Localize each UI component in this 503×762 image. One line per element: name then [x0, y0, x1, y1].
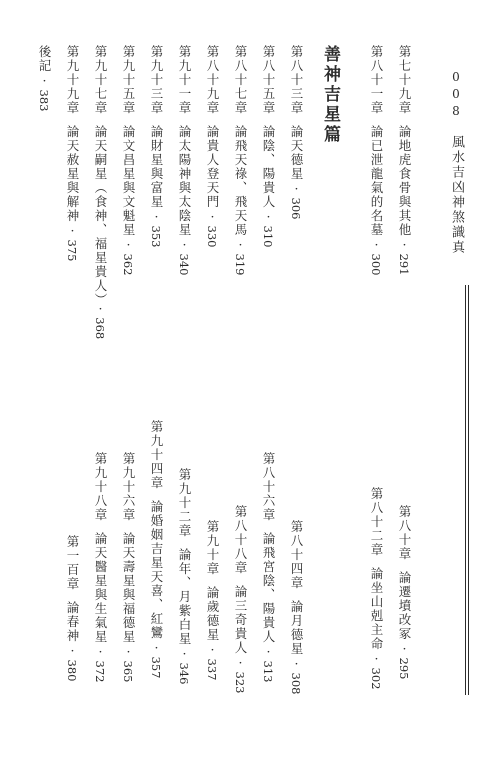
chapter-number: 第九十二章: [177, 468, 192, 538]
leader-dot: ·: [397, 641, 412, 658]
chapter-number: 第七十九章: [397, 45, 412, 115]
page-number: 291: [397, 253, 411, 276]
chapter-title: 論年、月紫白星: [177, 548, 192, 646]
toc-entry[interactable]: [397, 505, 411, 679]
toc-entry[interactable]: [177, 45, 191, 275]
page-number: 357: [149, 656, 163, 679]
toc-entry[interactable]: [369, 487, 383, 689]
page-number: 362: [121, 253, 135, 276]
toc-entry[interactable]: [177, 468, 191, 684]
leader-dot: ·: [177, 237, 192, 254]
chapter-title: 論文昌星與文魁星: [121, 125, 136, 237]
toc-entry[interactable]: [65, 535, 79, 681]
toc-entry[interactable]: [261, 452, 275, 682]
leader-dot: ·: [261, 644, 276, 661]
chapter-number: 第八十三章: [289, 45, 304, 115]
leader-dot: ·: [121, 644, 136, 661]
page-number: 302: [369, 667, 383, 690]
toc-entry[interactable]: [65, 45, 79, 261]
leader-dot: ·: [289, 656, 304, 673]
page-number: 368: [93, 317, 107, 340]
leader-dot: ·: [149, 640, 164, 657]
page-number: 310: [261, 225, 275, 248]
header-rule: [465, 285, 469, 695]
page-number: 300: [369, 253, 383, 276]
chapter-title: 論三奇貴人: [233, 585, 248, 655]
page-number: 306: [289, 197, 303, 220]
chapter-title: 論天壽星與福德星: [121, 532, 136, 644]
toc-entry[interactable]: [397, 45, 411, 275]
chapter-title: 論飛天祿、飛天馬: [233, 125, 248, 237]
leader-dot: ·: [65, 223, 80, 240]
chapter-title: 論婚姻吉星天喜、紅鸞: [149, 500, 164, 640]
chapter-title: 論春神: [65, 601, 80, 643]
leader-dot: ·: [149, 209, 164, 226]
chapter-title: 論已泄龍氣的名墓: [369, 125, 384, 237]
leader-dot: ·: [93, 644, 108, 661]
chapter-title: 論太陽神與太陰星: [177, 125, 192, 237]
chapter-number: 後記: [37, 45, 52, 73]
chapter-title: 論陰、陽貴人: [261, 125, 276, 209]
chapter-title: 論坐山剋主命: [369, 567, 384, 651]
chapter-number: 第九十章: [205, 520, 220, 576]
toc-entry[interactable]: [369, 45, 383, 275]
toc-entry[interactable]: [289, 45, 303, 219]
leader-dot: ·: [233, 237, 248, 254]
chapter-number: 第九十七章: [93, 45, 108, 115]
page-number: 313: [261, 660, 275, 683]
page-number: 380: [65, 659, 79, 682]
toc-entry[interactable]: [261, 45, 275, 247]
page-number: 383: [37, 89, 51, 112]
chapter-number: 第一百章: [65, 535, 80, 591]
toc-entry[interactable]: [37, 45, 51, 111]
chapter-number: 第八十五章: [261, 45, 276, 115]
page-number: 330: [205, 225, 219, 248]
chapter-title: 論地虎食骨與其他: [397, 125, 412, 237]
page-number: 337: [205, 658, 219, 681]
leader-dot: ·: [177, 646, 192, 663]
leader-dot: ·: [369, 651, 384, 668]
chapter-title: 論貴人登天門: [205, 125, 220, 209]
leader-dot: ·: [37, 73, 52, 90]
toc-entry[interactable]: [149, 420, 163, 678]
page-number: 372: [93, 660, 107, 683]
toc-entry[interactable]: [205, 520, 219, 680]
toc-entry[interactable]: [93, 45, 107, 339]
chapter-title: 論天赦星與解神: [65, 125, 80, 223]
toc-entry[interactable]: [205, 45, 219, 247]
page-number: 375: [65, 239, 79, 262]
page-number: 323: [233, 671, 247, 694]
leader-dot: ·: [205, 209, 220, 226]
page-number: 365: [121, 660, 135, 683]
toc-entry[interactable]: [289, 520, 303, 694]
toc-entry[interactable]: [233, 505, 247, 693]
chapter-number: 第九十三章: [149, 45, 164, 115]
chapter-number: 第九十一章: [177, 45, 192, 115]
chapter-number: 第八十二章: [369, 487, 384, 557]
chapter-number: 第九十六章: [121, 452, 136, 522]
chapter-title: 論飛宮陰、陽貴人: [261, 532, 276, 644]
page-number: 308: [289, 672, 303, 695]
toc-entry[interactable]: [121, 452, 135, 682]
page-number: 346: [177, 662, 191, 685]
chapter-title: 論遷墳改冢: [397, 571, 412, 641]
leader-dot: ·: [397, 237, 412, 254]
chapter-number: 第八十九章: [205, 45, 220, 115]
chapter-title: 論財星與富星: [149, 125, 164, 209]
chapter-title: 論天醫星與生氣星: [93, 532, 108, 644]
leader-dot: ·: [121, 237, 136, 254]
leader-dot: ·: [369, 237, 384, 254]
toc-entry[interactable]: [93, 452, 107, 682]
leader-dot: ·: [93, 300, 108, 318]
section-title: 善神吉星篇: [320, 45, 340, 145]
page-number: 353: [149, 225, 163, 248]
leader-dot: ·: [65, 643, 80, 660]
page-number: 295: [397, 657, 411, 680]
running-header: [447, 70, 466, 255]
chapter-title: 論天嗣星（食神、福星貴人）: [93, 125, 108, 301]
chapter-number: 第八十四章: [289, 520, 304, 590]
leader-dot: ·: [289, 181, 304, 198]
book-title: 風水吉凶神煞識真: [449, 135, 464, 255]
toc-entry[interactable]: [233, 45, 247, 275]
chapter-number: 第八十八章: [233, 505, 248, 575]
chapter-number: 第九十四章: [149, 420, 164, 490]
page-number: 008: [449, 70, 463, 121]
chapter-number: 第九十九章: [65, 45, 80, 115]
chapter-number: 第八十章: [397, 505, 412, 561]
leader-dot: ·: [261, 209, 276, 226]
leader-dot: ·: [205, 642, 220, 659]
chapter-number: 第九十八章: [93, 452, 108, 522]
chapter-number: 第八十一章: [369, 45, 384, 115]
toc-entry[interactable]: [149, 45, 163, 247]
toc-entry[interactable]: [121, 45, 135, 275]
chapter-title: 論歲德星: [205, 586, 220, 642]
leader-dot: ·: [233, 655, 248, 672]
page-number: 319: [233, 253, 247, 276]
chapter-title: 論月德星: [289, 600, 304, 656]
chapter-title: 論天德星: [289, 125, 304, 181]
chapter-number: 第八十七章: [233, 45, 248, 115]
page-number: 340: [177, 253, 191, 276]
chapter-number: 第九十五章: [121, 45, 136, 115]
chapter-number: 第八十六章: [261, 452, 276, 522]
